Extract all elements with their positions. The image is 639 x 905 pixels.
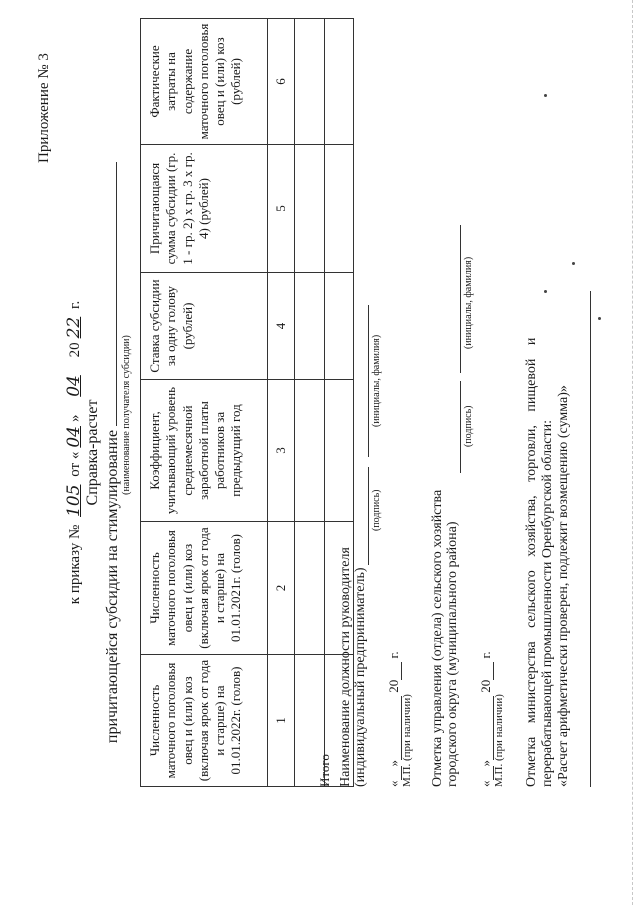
district-date bbox=[478, 651, 494, 787]
scan-speck bbox=[544, 290, 547, 293]
column-number-3: 3 bbox=[268, 380, 295, 522]
header-cell-2: Численность маточного поголовья овец и (или) коз (включая ярок от года и старше) на 01.01.2021г. (голов) bbox=[141, 522, 268, 655]
order-year-suffix: 22 bbox=[64, 316, 84, 339]
appendix-number: Приложение № 3 bbox=[36, 53, 52, 163]
document-subtitle bbox=[104, 0, 122, 905]
header-cell-4: Ставка субсидии за одну голову (рублей) bbox=[141, 273, 268, 380]
order-from: от « bbox=[67, 451, 83, 477]
district-stamp-place: М.П. (при наличии) bbox=[493, 694, 505, 787]
ministry-amount-line bbox=[590, 291, 591, 787]
district-title: Отметка управления (отдела) сельского хозяйства bbox=[430, 489, 445, 787]
scan-speck bbox=[572, 262, 575, 265]
column-number-6: 6 bbox=[268, 19, 295, 145]
subsidy-table bbox=[140, 18, 354, 787]
district-subtitle: городского округа (муниципального района) bbox=[445, 521, 460, 787]
district-signature-line bbox=[460, 381, 461, 473]
header-cell-6: Фактические затраты на содержание маточного поголовья овец и (или) коз (рублей) bbox=[141, 19, 268, 145]
order-year-end: г. bbox=[67, 300, 83, 309]
ministry-check-text: «Расчет арифметически проверен, подлежит возмещению (сумма)» bbox=[556, 385, 571, 787]
table-cell bbox=[295, 380, 325, 522]
table-header-row bbox=[141, 19, 268, 787]
manager-signature-note: (подпись) bbox=[371, 489, 382, 531]
order-year-prefix: 20 bbox=[67, 342, 83, 358]
manager-subtitle: (индивидуальный предприниматель) bbox=[353, 567, 368, 787]
date-quote-close: » bbox=[478, 760, 493, 767]
table-cell bbox=[325, 145, 354, 273]
header-cell-3: Коэффициент, учитывающий уровень среднемесячной заработной платы работников за предыдущий год bbox=[141, 380, 268, 522]
table-cell bbox=[325, 273, 354, 380]
table-cell bbox=[295, 522, 325, 655]
recipient-line bbox=[116, 162, 117, 426]
document-title: Справка-расчет bbox=[84, 399, 101, 506]
table-row bbox=[295, 19, 325, 787]
order-day: 04 bbox=[64, 426, 84, 448]
subtitle-text: причитающейся субсидии на стимулирование bbox=[104, 429, 121, 744]
total-label: Итого bbox=[317, 754, 332, 787]
header-cell-1: Численность маточного поголовья овец и (или) коз (включая ярок от года и старше) на 01.01.2022г. (голов) bbox=[141, 655, 268, 787]
ministry-subtitle: перерабатывающей промышленности Оренбургской области: bbox=[540, 420, 555, 787]
date-year-line bbox=[483, 662, 494, 680]
date-quote-open: « bbox=[478, 780, 493, 787]
date-quote-open: « bbox=[386, 780, 401, 787]
manager-stamp-place: М.П. (при наличии) bbox=[401, 694, 413, 787]
date-year-line bbox=[391, 662, 402, 680]
order-reference bbox=[64, 0, 84, 905]
date-suffix: г. bbox=[478, 651, 493, 659]
date-suffix: г. bbox=[386, 651, 401, 659]
table-number-row bbox=[268, 19, 295, 787]
table-cell bbox=[325, 19, 354, 145]
date-year: 20 bbox=[386, 679, 401, 693]
table-cell bbox=[295, 19, 325, 145]
table-cell bbox=[325, 380, 354, 522]
district-name-note: (инициалы, фамилия) bbox=[463, 256, 474, 349]
manager-date bbox=[386, 651, 402, 787]
table-cell bbox=[295, 145, 325, 273]
manager-name-note: (инициалы, фамилия) bbox=[371, 334, 382, 427]
manager-name-line bbox=[368, 305, 369, 457]
order-number: 105 bbox=[64, 484, 84, 517]
scan-speck bbox=[544, 94, 547, 97]
scan-speck bbox=[598, 317, 601, 320]
date-quote-close: » bbox=[386, 760, 401, 767]
order-mid: » bbox=[67, 414, 83, 423]
scan-edge-line bbox=[632, 0, 633, 905]
column-number-2: 2 bbox=[268, 522, 295, 655]
district-signature-note: (подпись) bbox=[463, 405, 474, 447]
recipient-note: (наименование получателя субсидии) bbox=[121, 335, 132, 495]
date-year: 20 bbox=[478, 679, 493, 693]
order-prefix: к приказу № bbox=[67, 524, 83, 605]
header-cell-5: Причитающаяся сумма субсидии (гр. 1 - гр. 2) х гр. 3 х гр. 4) (рублей) bbox=[141, 145, 268, 273]
column-number-5: 5 bbox=[268, 145, 295, 273]
district-name-line bbox=[460, 225, 461, 373]
order-month: 04 bbox=[64, 375, 84, 397]
manager-signature-line bbox=[368, 467, 369, 565]
ministry-title: Отметка министерства сельского хозяйства, торговли, пищевой и bbox=[524, 337, 539, 787]
column-number-4: 4 bbox=[268, 273, 295, 380]
table-cell bbox=[295, 273, 325, 380]
column-number-1: 1 bbox=[268, 655, 295, 787]
manager-title: Наименование должности руководителя bbox=[338, 547, 353, 787]
